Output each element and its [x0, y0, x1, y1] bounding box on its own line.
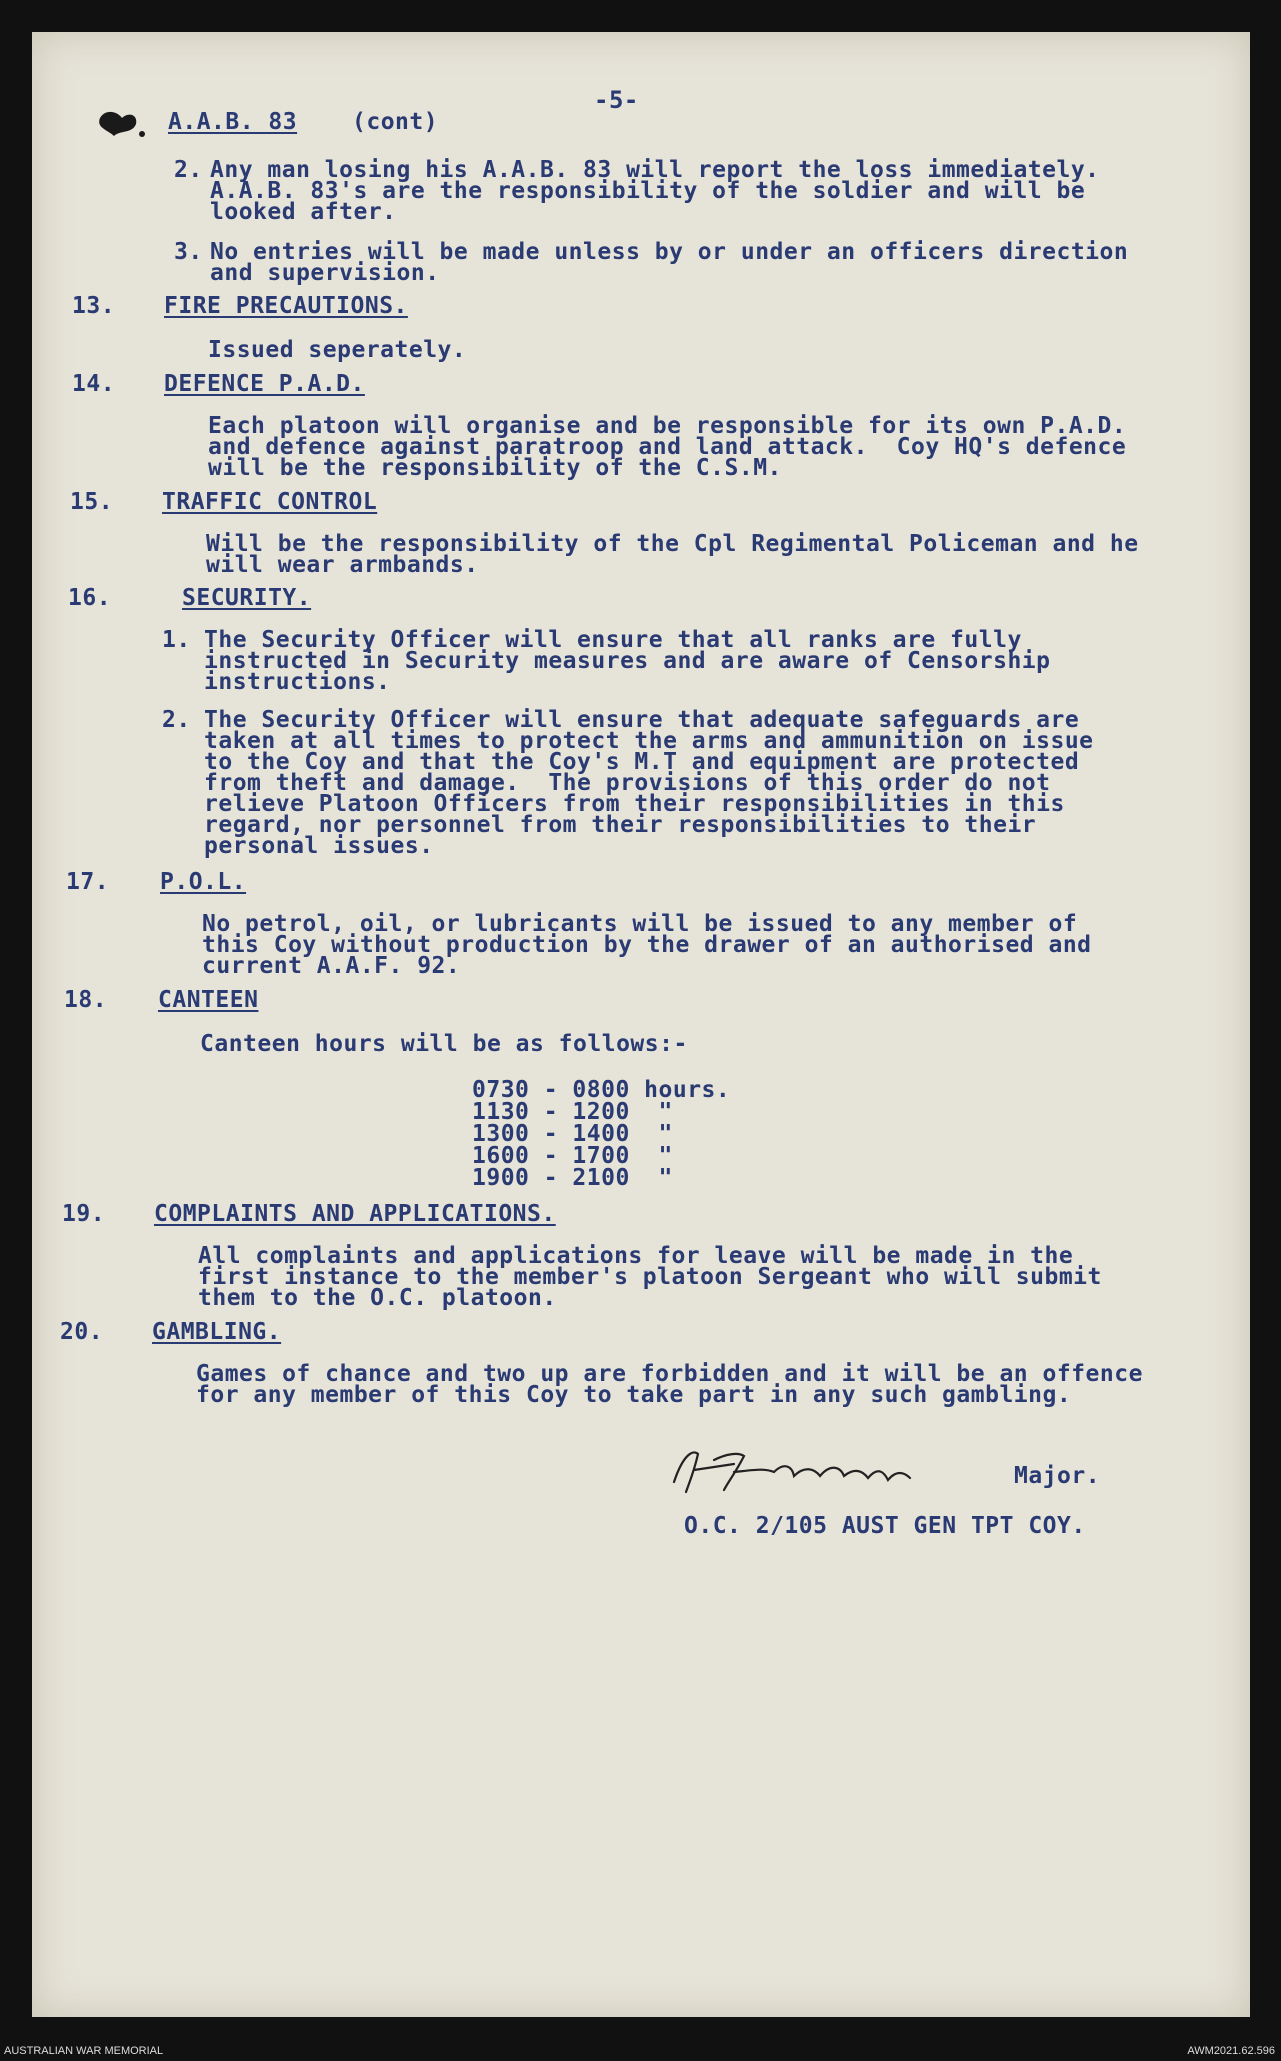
item-line: from theft and damage. The provisions of this order do not [204, 770, 1051, 796]
item-line: to the Coy and that the Coy's M.T and equipment are protected [204, 749, 1080, 775]
item-number: 3. [174, 239, 203, 265]
section-line: Each platoon will organise and be responsible for its own P.A.D. [208, 413, 1127, 439]
section-line: will wear armbands. [206, 552, 479, 578]
section-number: 15. [70, 489, 114, 515]
header-cont: (cont) [352, 109, 439, 135]
canteen-hours-row: 1300 - 1400 " [472, 1121, 673, 1147]
item-number: 2. [162, 707, 191, 733]
section-number: 14. [72, 371, 116, 397]
item-line: relieve Platoon Officers from their responsibilities in this [204, 791, 1065, 817]
item-line: A.A.B. 83's are the responsibility of the soldier and will be [210, 178, 1086, 204]
item-number: 1. [162, 627, 191, 653]
section-title: COMPLAINTS AND APPLICATIONS. [154, 1201, 556, 1227]
item-number: 2. [174, 157, 203, 183]
signature-unit: O.C. 2/105 AUST GEN TPT COY. [684, 1513, 1086, 1539]
signature-rank: Major. [1014, 1463, 1101, 1489]
footer-accession-number: AWM2021.62.596 [1187, 2045, 1275, 2057]
section-line: Canteen hours will be as follows:- [200, 1031, 688, 1057]
footer-credit: AUSTRALIAN WAR MEMORIAL [4, 2045, 164, 2057]
section-number: 13. [72, 293, 116, 319]
section-title: CANTEEN [158, 987, 259, 1013]
section-title: GAMBLING. [152, 1319, 282, 1345]
document-page [32, 32, 1250, 2017]
section-title: P.O.L. [160, 869, 247, 895]
section-line: will be the responsibility of the C.S.M. [208, 455, 782, 481]
item-line: personal issues. [204, 833, 434, 859]
canteen-hours-row: 1900 - 2100 " [472, 1165, 673, 1191]
section-number: 20. [60, 1319, 104, 1345]
section-title: TRAFFIC CONTROL [162, 489, 378, 515]
section-line: Issued seperately. [208, 337, 467, 363]
section-line: Will be the responsibility of the Cpl Regimental Policeman and he [206, 531, 1139, 557]
item-line: The Security Officer will ensure that all ranks are fully [204, 627, 1022, 653]
section-number: 19. [62, 1201, 106, 1227]
item-line: looked after. [210, 199, 397, 225]
item-line: regard, nor personnel from their responsibilities to their [204, 812, 1037, 838]
section-number: 16. [68, 585, 112, 611]
canteen-hours-row: 1130 - 1200 " [472, 1099, 673, 1125]
section-line: current A.A.F. 92. [202, 953, 461, 979]
item-line: instructed in Security measures and are aware of Censorship [204, 648, 1051, 674]
section-line: All complaints and applications for leave will be made in the [198, 1243, 1074, 1269]
section-line: and defence against paratroop and land attack. Coy HQ's defence [208, 434, 1127, 460]
item-line: and supervision. [210, 260, 440, 286]
item-line: instructions. [204, 669, 391, 695]
handwritten-signature [664, 1442, 1024, 1502]
section-line: No petrol, oil, or lubricants will be issued to any member of [202, 911, 1078, 937]
section-line: for any member of this Coy to take part in any such gambling. [196, 1382, 1072, 1408]
page-number: -5- [594, 86, 639, 114]
section-title: DEFENCE P.A.D. [164, 371, 365, 397]
item-line: The Security Officer will ensure that adequate safeguards are [204, 707, 1080, 733]
section-line: first instance to the member's platoon Sergeant who will submit [198, 1264, 1102, 1290]
section-title: SECURITY. [182, 585, 312, 611]
section-line: Games of chance and two up are forbidden and it will be an offence [196, 1361, 1143, 1387]
canteen-hours-row: 0730 - 0800 hours. [472, 1077, 731, 1103]
section-line: this Coy without production by the drawer of an authorised and [202, 932, 1092, 958]
header-title: A.A.B. 83 [168, 109, 298, 135]
ink-blot [92, 104, 152, 144]
section-title: FIRE PRECAUTIONS. [164, 293, 408, 319]
item-line: Any man losing his A.A.B. 83 will report the loss immediately. [210, 157, 1100, 183]
section-line: them to the O.C. platoon. [198, 1285, 557, 1311]
section-number: 17. [66, 869, 110, 895]
canteen-hours-row: 1600 - 1700 " [472, 1143, 673, 1169]
section-number: 18. [64, 987, 108, 1013]
item-line: taken at all times to protect the arms and ammunition on issue [204, 728, 1094, 754]
item-line: No entries will be made unless by or under an officers direction [210, 239, 1129, 265]
